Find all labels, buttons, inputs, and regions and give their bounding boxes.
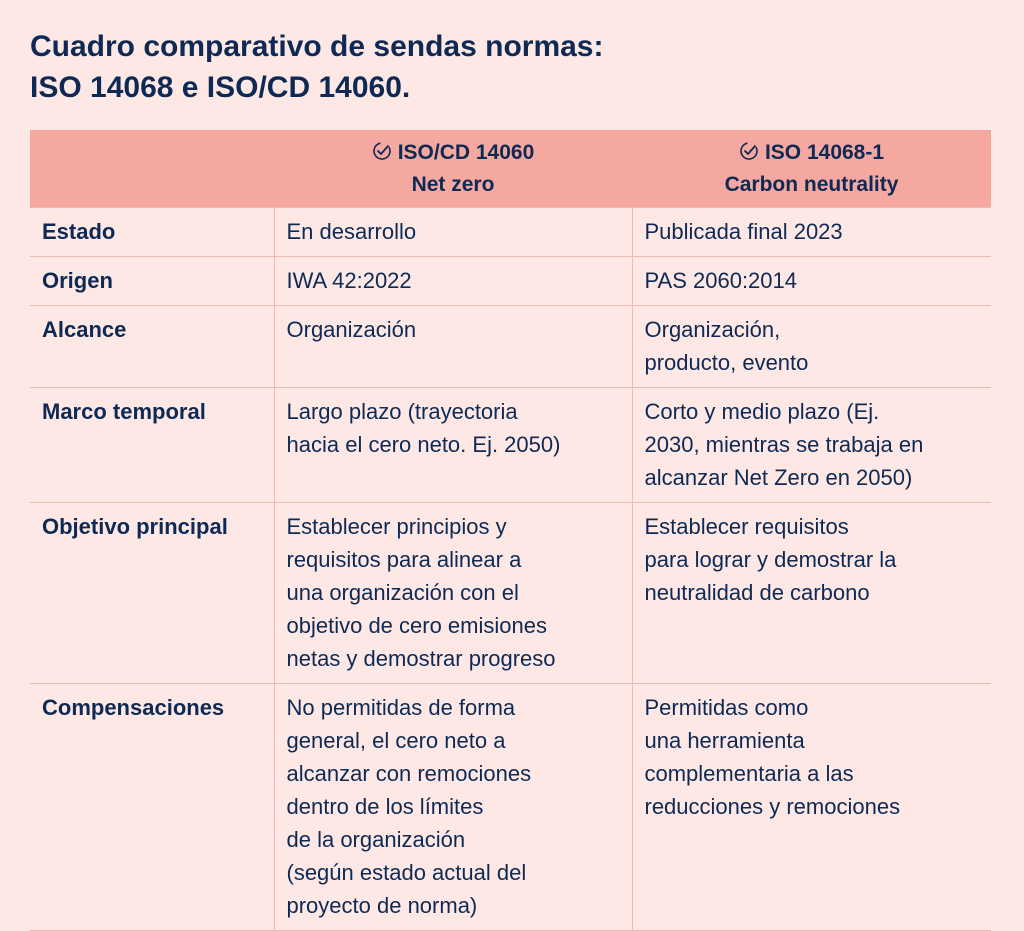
cell-iso-14060 <box>274 257 632 306</box>
table-row <box>30 503 991 684</box>
table-row <box>30 388 991 503</box>
table-row <box>30 208 991 257</box>
cell-iso-14068 <box>632 503 991 684</box>
cell-line: producto, evento <box>644 350 809 375</box>
header-iso-14068-code: ISO 14068-1 <box>764 140 885 164</box>
cell-line: Largo plazo (trayectoria <box>286 399 518 424</box>
title-line-1: Cuadro comparativo de sendas normas: <box>30 30 604 63</box>
cell-line: general, el cero neto a <box>286 728 506 753</box>
cell-line: alcanzar Net Zero en 2050) <box>644 465 913 490</box>
row-label: Origen <box>30 257 274 306</box>
row-label: Compensaciones <box>30 684 274 931</box>
cell-line: reducciones y remociones <box>644 794 901 819</box>
cell-line: Corto y medio plazo (Ej. <box>644 399 880 424</box>
cell-iso-14068 <box>632 306 991 388</box>
cell-line: complementaria a las <box>644 761 854 786</box>
cell-iso-14060 <box>274 388 632 503</box>
row-label: Alcance <box>30 306 274 388</box>
cell-line: netas y demostrar progreso <box>286 646 556 671</box>
check-circle-icon <box>372 141 392 161</box>
cell-line: proyecto de norma) <box>286 893 478 918</box>
cell-iso-14068 <box>632 208 991 257</box>
header-iso-14060-subtitle: Net zero <box>411 172 495 196</box>
cell-line: PAS 2060:2014 <box>644 268 797 293</box>
row-label: Objetivo principal <box>30 503 274 684</box>
table-row <box>30 684 991 931</box>
header-iso-14068 <box>632 130 991 208</box>
table-row <box>30 257 991 306</box>
cell-iso-14068 <box>632 257 991 306</box>
cell-iso-14068 <box>632 684 991 931</box>
cell-line: Organización <box>286 317 417 342</box>
cell-iso-14060 <box>274 306 632 388</box>
cell-line: IWA 42:2022 <box>286 268 412 293</box>
cell-line: Permitidas como <box>644 695 809 720</box>
cell-iso-14060 <box>274 684 632 931</box>
cell-iso-14060 <box>274 208 632 257</box>
cell-line: de la organización <box>286 827 466 852</box>
cell-line: una organización con el <box>286 580 519 605</box>
cell-line: Organización, <box>644 317 781 342</box>
cell-line: alcanzar con remociones <box>286 761 532 786</box>
header-iso-14060 <box>274 130 632 208</box>
cell-iso-14068 <box>632 388 991 503</box>
comparison-table <box>30 130 991 931</box>
cell-line: 2030, mientras se trabaja en <box>644 432 924 457</box>
cell-line: Establecer principios y <box>286 514 507 539</box>
cell-line: No permitidas de forma <box>286 695 516 720</box>
cell-line: hacia el cero neto. Ej. 2050) <box>286 432 561 457</box>
cell-line: Publicada final 2023 <box>644 219 843 244</box>
cell-line: para lograr y demostrar la <box>644 547 897 572</box>
cell-line: una herramienta <box>644 728 805 753</box>
cell-line: requisitos para alinear a <box>286 547 522 572</box>
cell-iso-14060 <box>274 503 632 684</box>
cell-line: Establecer requisitos <box>644 514 849 539</box>
header-empty-cell <box>30 130 274 208</box>
table-body <box>30 208 991 931</box>
cell-line: neutralidad de carbono <box>644 580 870 605</box>
title-line-2: ISO 14068 e ISO/CD 14060. <box>30 71 411 104</box>
table-row <box>30 306 991 388</box>
header-iso-14060-code: ISO/CD 14060 <box>397 140 535 164</box>
cell-line: En desarrollo <box>286 219 417 244</box>
row-label: Estado <box>30 208 274 257</box>
cell-line: objetivo de cero emisiones <box>286 613 547 638</box>
row-label: Marco temporal <box>30 388 274 503</box>
header-iso-14068-subtitle: Carbon neutrality <box>724 172 899 196</box>
page-title <box>30 26 604 108</box>
cell-line: dentro de los límites <box>286 794 484 819</box>
table-header-row <box>30 130 991 208</box>
check-circle-icon <box>739 141 759 161</box>
cell-line: (según estado actual del <box>286 860 527 885</box>
